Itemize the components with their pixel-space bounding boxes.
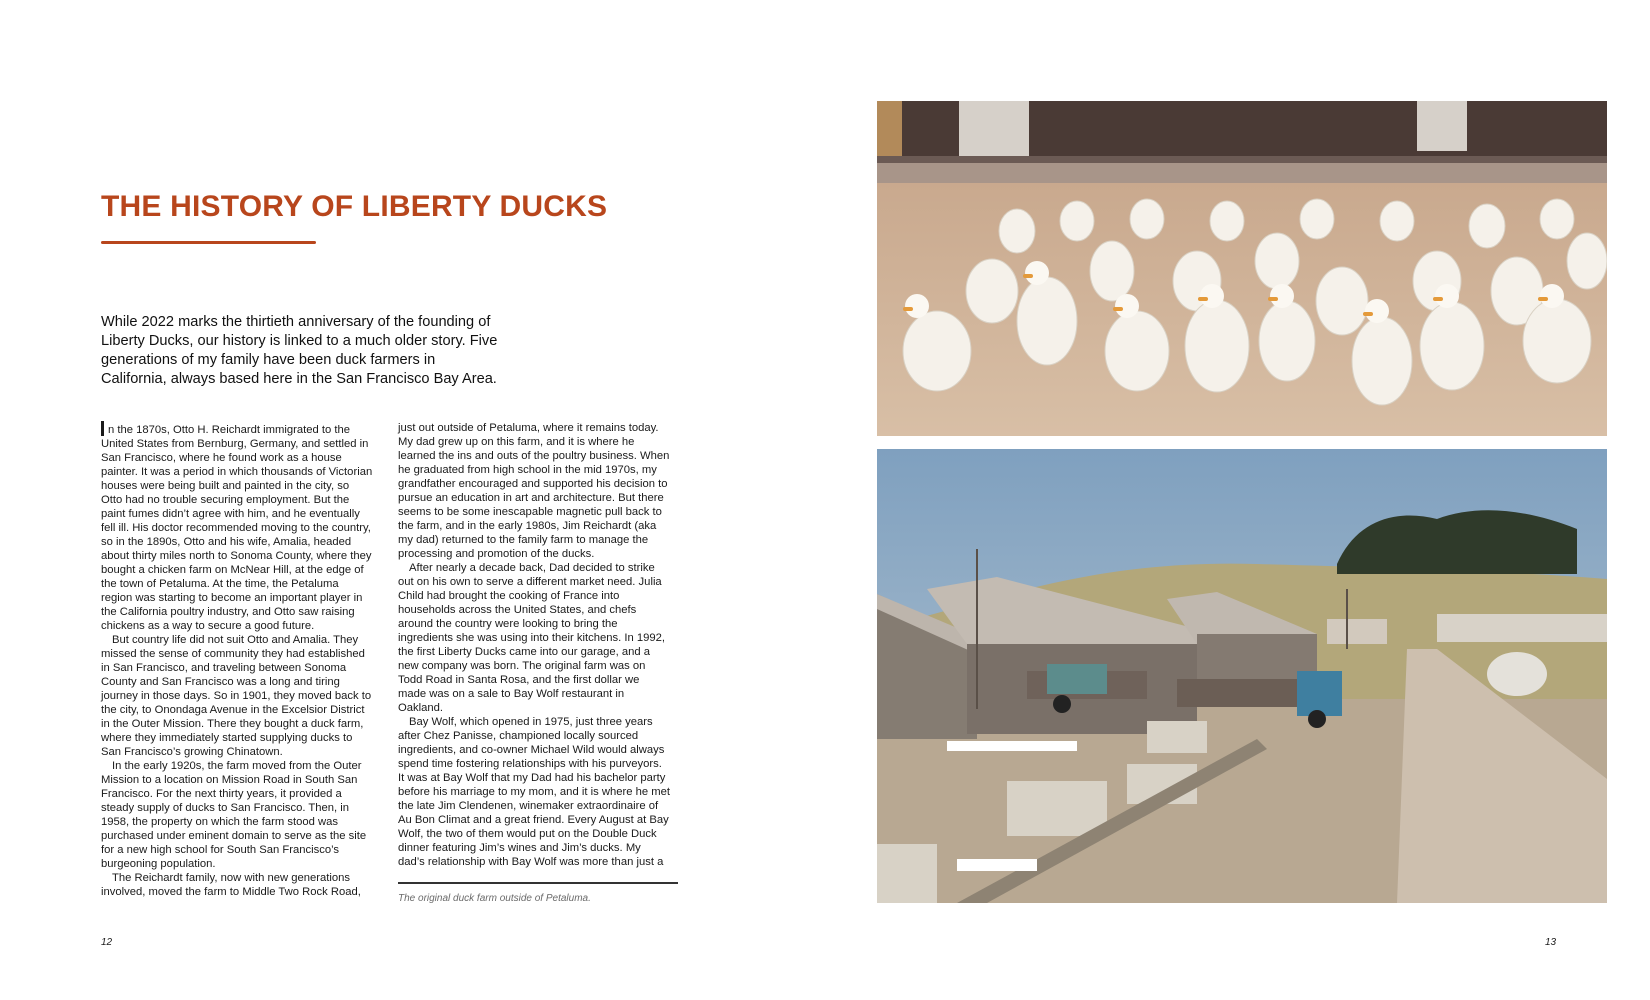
body-paragraph [101, 421, 373, 633]
photo-caption: The original duck farm outside of Petaluma. [398, 893, 591, 904]
body-paragraph: After nearly a decade back, Dad decided to strike out on his own to serve a different market need. Julia Child had brought the cooking of France into households across the United States, and chefs around the country were looking to bring the ingredients she was using into their kitchens. In 1992, the first Liberty Ducks came into our garage, and a new company was born. The original farm was on Todd Road in Santa Rosa, and the first dollar we made was on a sale to Bay Wolf restaurant in Oakland. [398, 562, 666, 714]
farm-photo [877, 449, 1607, 903]
body-paragraph-text: n the 1870s, Otto H. Reichardt immigrated to the United States from Bernburg, Germany, and settled in San Francisco, where he found work as a house painter. It was a period in which thousands of Victorian houses were being built and painted in the city, so Otto had no trouble securing employment. But the paint fumes didn’t agree with him, and he eventually fell ill. His doctor recommended moving to the country, so in the 1890s, Otto and his wife, Amalia, headed about thirty miles north to Sonoma County, where they bought a chicken farm on McNear Hill, at the edge of the town of Petaluma. At the time, the Petaluma region was starting to become an important player in the California poultry industry, and Otto saw raising chickens as a way to secure a good future. [101, 424, 373, 632]
caption-divider [398, 882, 678, 884]
body-column-right [398, 421, 670, 869]
ducks-photo-illustration [877, 101, 1607, 436]
drop-cap-bar [101, 421, 104, 436]
page-number-right: 13 [1545, 937, 1557, 948]
intro-paragraph: While 2022 marks the thirtieth anniversary of the founding of Liberty Ducks, our history is linked to a much older story. Five generations of my family have been duck farmers in California, always based here in the San Francisco Bay Area. [101, 314, 498, 387]
body-paragraph: just out outside of Petaluma, where it remains today. My dad grew up on this farm, and it is where he learned the ins and outs of the poultry business. When he graduated from high school in the mid 1970s, my grandfather encouraged and supported his decision to pursue an education in art and architecture. But there seems to be some inescapable magnetic pull back to the farm, and in the early 1980s, Jim Reichardt (aka my dad) returned to the family farm to manage the processing and promotion of the ducks. [398, 422, 670, 560]
body-paragraph: Bay Wolf, which opened in 1975, just three years after Chez Panisse, championed locally sourced ingredients, and co-owner Michael Wild would always spend time fostering relationships with his purveyors. It was at Bay Wolf that my Dad had his bachelor party before his marriage to my mom, and it is where he met the late Jim Clendenen, winemaker extraordinaire of Au Bon Climat and a great friend. Every August at Bay Wolf, the two of them would put on the Double Duck dinner featuring Jim’s wines and Jim’s ducks. My dad’s relationship with Bay Wolf was more than just a [398, 716, 670, 868]
page-title: THE HISTORY OF LIBERTY DUCKS [101, 190, 608, 223]
body-paragraph: The Reichardt family, now with new generations involved, moved the farm to Middle Two Rock Road, [101, 872, 361, 898]
body-paragraph: But country life did not suit Otto and Amalia. They missed the sense of community they had established in San Francisco, and traveling between Sonoma County and San Francisco was a long and tiring journey in those days. So in 1901, they moved back to the city, to Onondaga Avenue in the Excelsior District in the Outer Mission. There they bought a duck farm, where they immediately started supplying ducks to San Francisco’s growing Chinatown. [101, 634, 372, 758]
page-number-left: 12 [101, 937, 113, 948]
farm-photo-illustration [877, 449, 1607, 903]
ducks-photo [877, 101, 1607, 436]
title-underline [101, 241, 316, 244]
body-paragraph: In the early 1920s, the farm moved from the Outer Mission to a location on Mission Road in South San Francisco. For the next thirty years, it provided a steady supply of ducks to San Francisco. Then, in 1958, the property on which the farm stood was purchased under eminent domain to serve as the site for a new high school for South San Francisco’s burgeoning population. [101, 760, 367, 870]
body-column-left [101, 421, 373, 899]
